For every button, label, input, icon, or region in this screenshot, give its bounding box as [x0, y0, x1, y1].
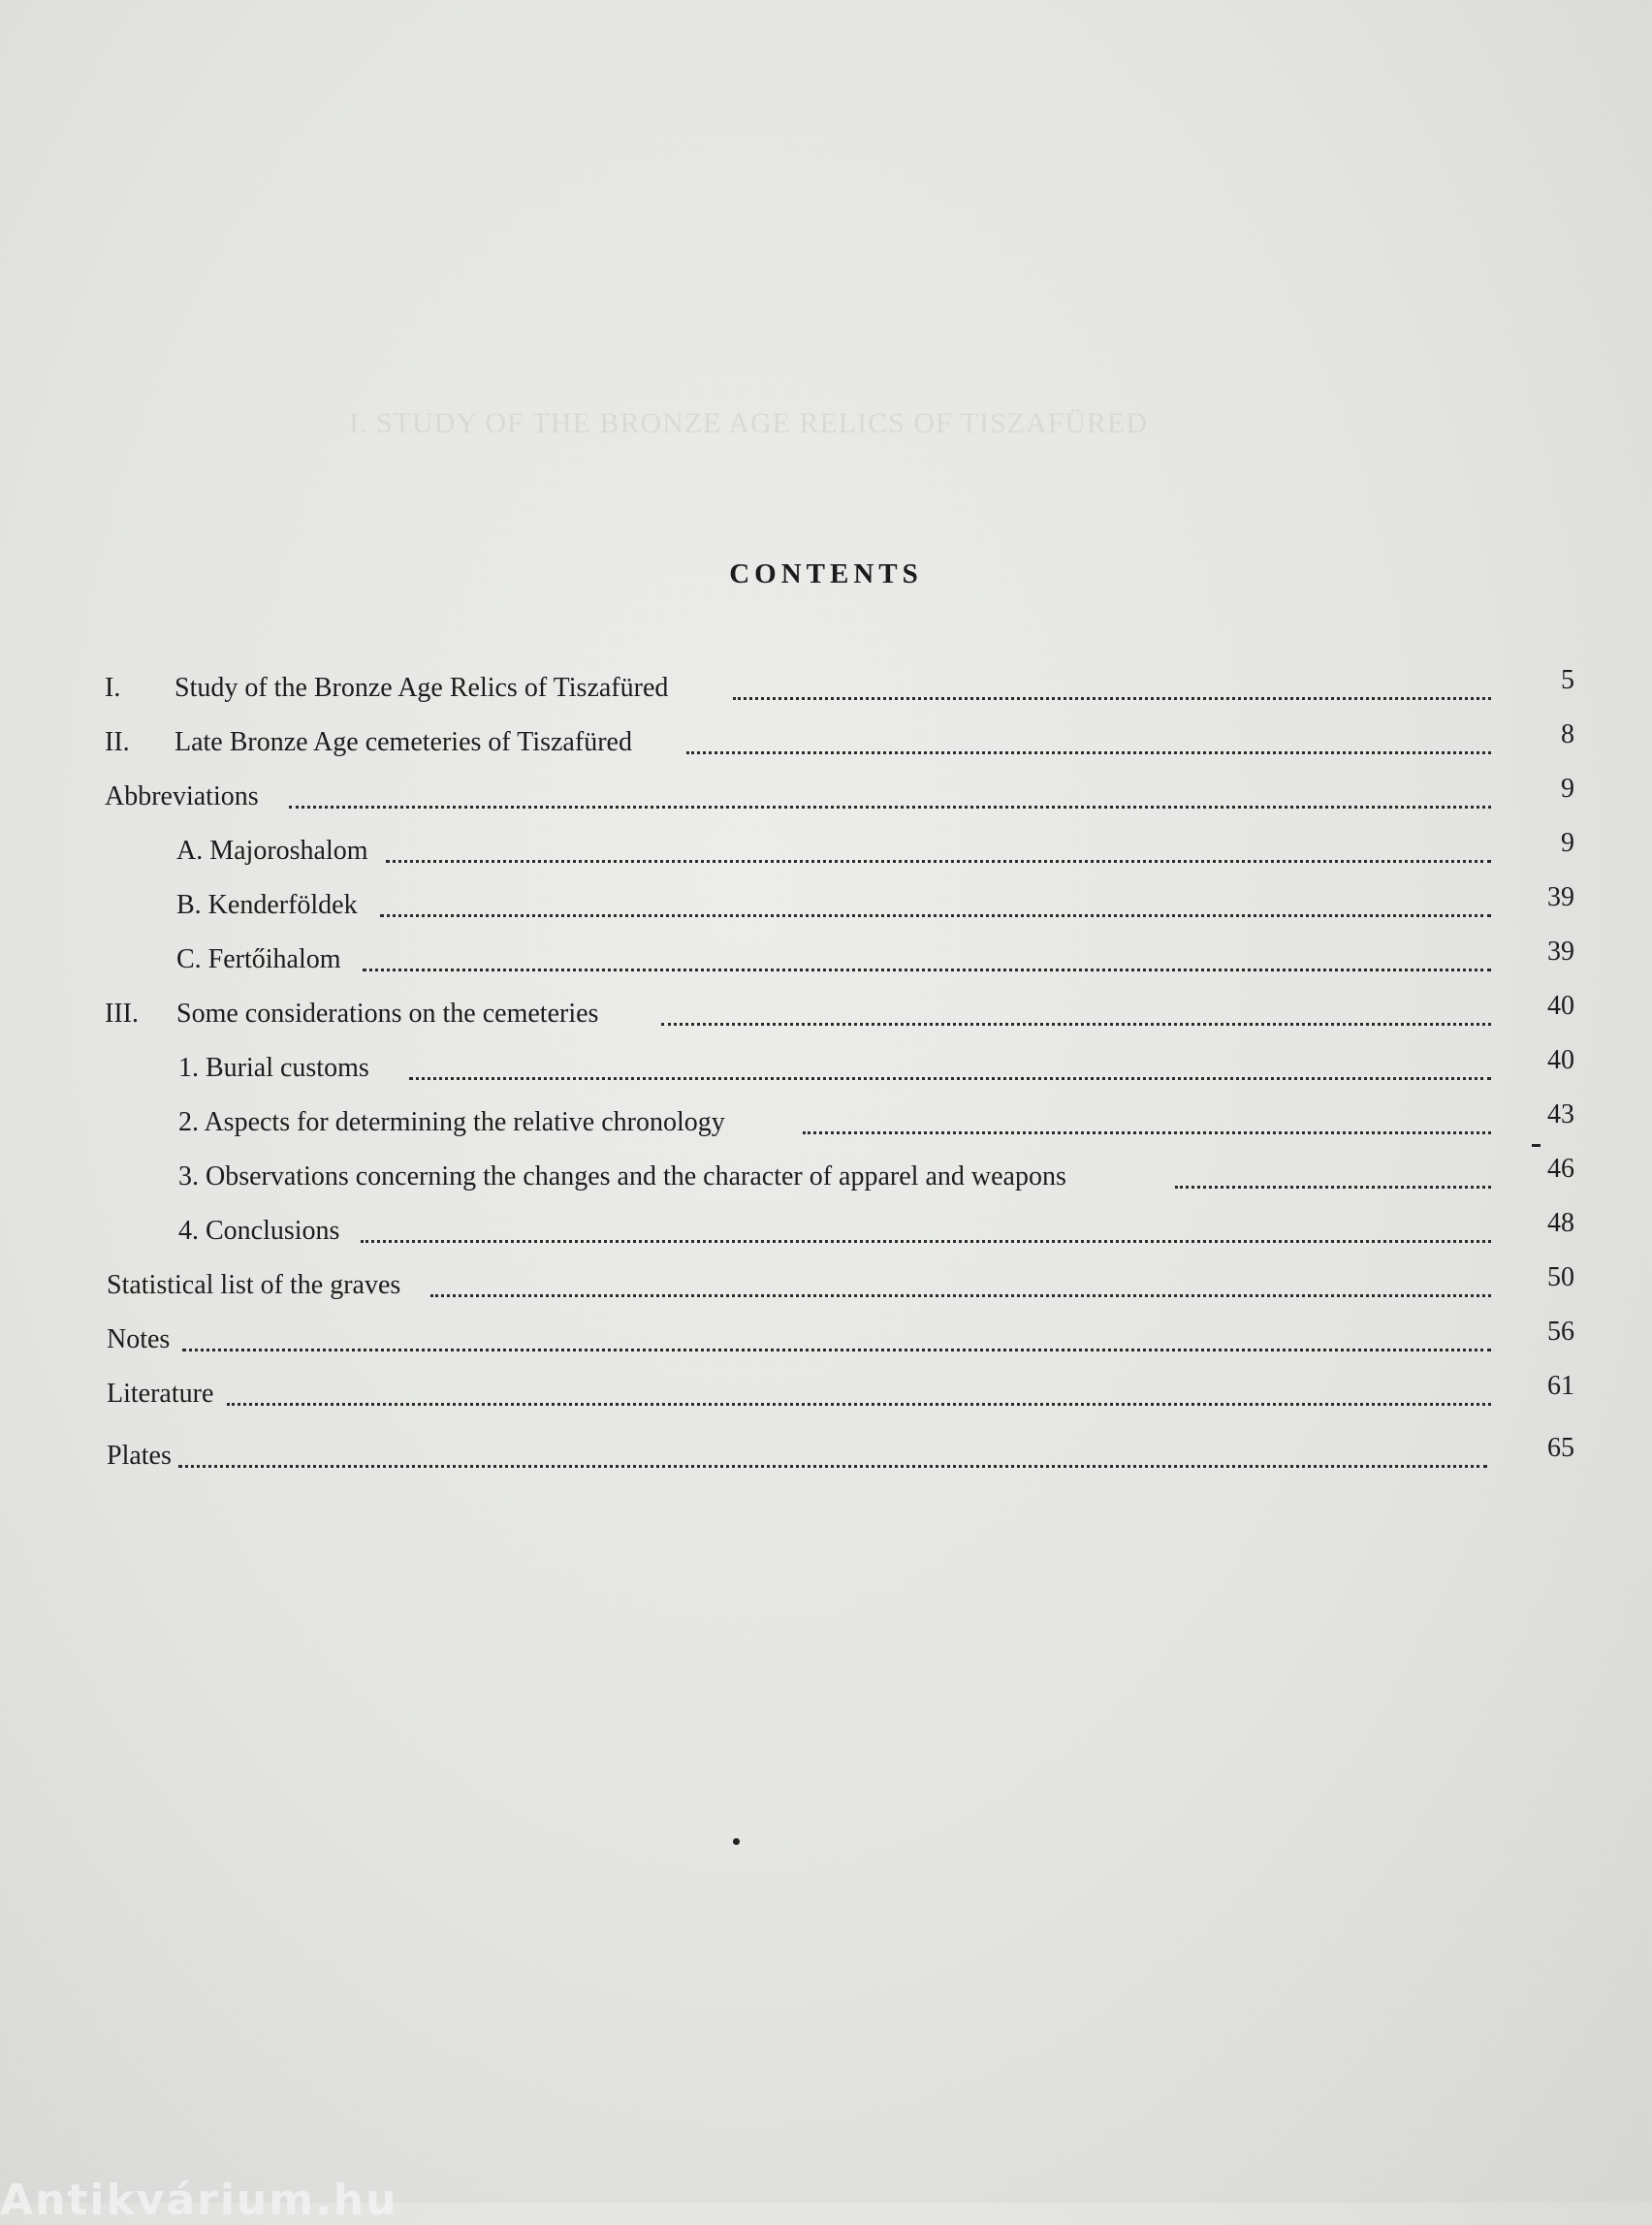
stray-dot-mark	[733, 1838, 740, 1845]
toc-leader-dots	[178, 1465, 1487, 1468]
toc-row	[105, 714, 1574, 768]
toc-page-number: 65	[1547, 1433, 1574, 1463]
toc-row	[105, 931, 1574, 985]
toc-leader-dots	[289, 806, 1491, 809]
toc-chapter-number: I.	[105, 673, 121, 703]
toc-leader-dots	[380, 914, 1491, 917]
toc-leader-dots	[686, 751, 1491, 754]
toc-leader-dots	[1175, 1186, 1491, 1189]
bleed-through-heading: I. STUDY OF THE BRONZE AGE RELICS OF TISZAFÜRED	[349, 407, 1148, 439]
watermark: Antikvárium.hu	[0, 2176, 398, 2225]
toc-page-number: 56	[1547, 1317, 1574, 1347]
toc-leader-dots	[182, 1349, 1491, 1351]
toc-entry-label: Statistical list of the graves	[107, 1270, 401, 1300]
toc-page-number: 9	[1561, 774, 1574, 804]
toc-entry-label: 4. Conclusions	[178, 1216, 340, 1246]
toc-row	[105, 1039, 1574, 1094]
toc-entry-label: Late Bronze Age cemeteries of Tiszafüred	[175, 727, 632, 757]
toc-entry-label: Abbreviations	[105, 781, 259, 811]
toc-chapter-number: II.	[105, 727, 130, 757]
page-title: CONTENTS	[729, 558, 923, 589]
toc-page-number: 39	[1547, 882, 1574, 912]
toc-leader-dots	[361, 1240, 1491, 1243]
toc-page-number: 40	[1547, 1045, 1574, 1075]
toc-row	[105, 659, 1574, 714]
toc-row	[105, 1365, 1574, 1419]
toc-entry-label: Notes	[107, 1324, 171, 1354]
toc-page-number: 50	[1547, 1262, 1574, 1292]
toc-page-number: 61	[1547, 1371, 1574, 1401]
toc-page-number: 48	[1547, 1208, 1574, 1238]
toc-page-number: 46	[1547, 1154, 1574, 1184]
toc-row	[105, 1256, 1574, 1311]
toc-leader-dots	[803, 1131, 1491, 1134]
toc-entry-label: C. Fertőihalom	[176, 944, 341, 974]
toc-leader-dots	[363, 969, 1491, 971]
toc-entry-label: Study of the Bronze Age Relics of Tiszafüred	[175, 673, 669, 703]
toc-page-number: 9	[1561, 828, 1574, 858]
toc-row	[105, 768, 1574, 822]
toc-entry-label: B. Kenderföldek	[176, 890, 358, 920]
toc-leader-dots	[733, 697, 1491, 700]
toc-leader-dots	[409, 1077, 1491, 1080]
toc-row	[105, 1311, 1574, 1365]
toc-leader-dots	[386, 860, 1491, 863]
toc-row	[105, 1202, 1574, 1256]
toc-page-number: 43	[1547, 1099, 1574, 1129]
toc-entry-label: Plates	[107, 1441, 172, 1471]
toc-entry-label: Some considerations on the cemeteries	[176, 999, 599, 1029]
toc-row	[105, 985, 1574, 1039]
toc-row	[105, 1427, 1574, 1481]
toc-page-number: 5	[1561, 665, 1574, 695]
toc-row	[105, 876, 1574, 931]
toc-leader-dots	[227, 1403, 1491, 1406]
toc-leader-dots	[430, 1294, 1491, 1297]
toc-entry-label: 2. Aspects for determining the relative chronology	[178, 1107, 725, 1137]
toc-leader-dots	[661, 1023, 1491, 1026]
toc-entry-label: Literature	[107, 1379, 214, 1409]
toc-row	[105, 1094, 1574, 1148]
toc-row	[105, 822, 1574, 876]
toc-entry-label: 3. Observations concerning the changes and the character of apparel and weapons	[178, 1161, 1066, 1192]
stray-dash-mark	[1532, 1144, 1541, 1147]
toc-chapter-number: III.	[105, 999, 139, 1029]
toc-page-number: 39	[1547, 937, 1574, 967]
toc-page-number: 40	[1547, 991, 1574, 1021]
toc-page-number: 8	[1561, 719, 1574, 749]
toc-entry-label: 1. Burial customs	[178, 1053, 369, 1083]
toc-row	[105, 1148, 1574, 1202]
toc-entry-label: A. Majoroshalom	[176, 836, 368, 866]
